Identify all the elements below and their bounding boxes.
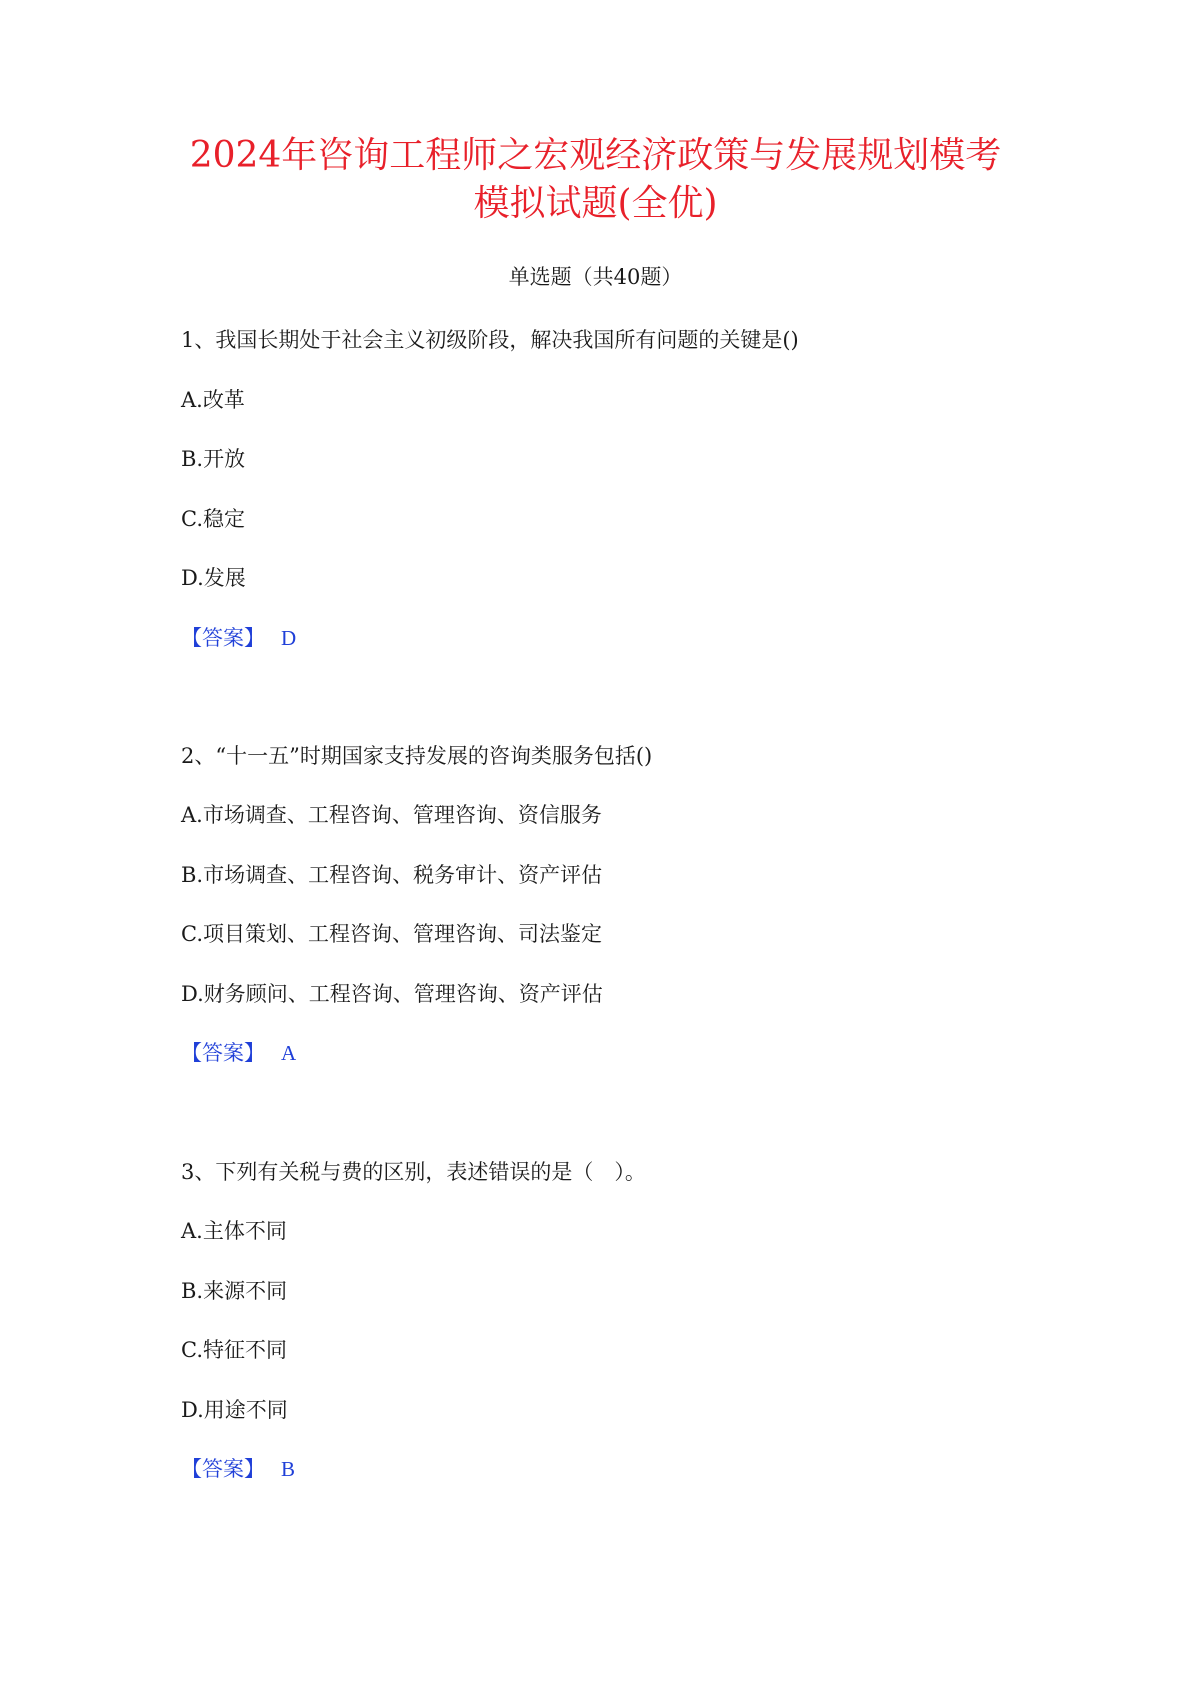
question-3-option-b: B.来源不同 — [181, 1279, 288, 1303]
question-1-answer — [181, 623, 296, 653]
question-1-option-c: C.稳定 — [181, 507, 245, 531]
question-2-stem: 2、“十一五”时期国家支持发展的咨询类服务包括() — [181, 744, 653, 768]
question-3-stem: 3、下列有关税与费的区别，表述错误的是（ ）。 — [181, 1160, 646, 1184]
question-2-answer — [181, 1038, 296, 1068]
question-2-option-d: D.财务顾问、工程咨询、管理咨询、资产评估 — [181, 982, 603, 1006]
question-2-option-b: B.市场调查、工程咨询、税务审计、资产评估 — [181, 863, 603, 887]
question-2-option-a: A.市场调查、工程咨询、管理咨询、资信服务 — [181, 803, 602, 827]
question-3-answer — [181, 1454, 295, 1484]
document-title-line-2: 模拟试题(全优) — [473, 183, 718, 224]
answer-tag: 【答案】 — [181, 626, 265, 650]
question-1-option-b: B.开放 — [181, 447, 246, 471]
answer-value: A — [281, 1041, 297, 1065]
question-2-option-c: C.项目策划、工程咨询、管理咨询、司法鉴定 — [181, 922, 602, 946]
question-1-stem: 1、我国长期处于社会主义初级阶段，解决我国所有问题的关键是() — [181, 328, 799, 352]
document-title-line-1: 2024年咨询工程师之宏观经济政策与发展规划模考 — [189, 135, 1002, 176]
answer-tag: 【答案】 — [181, 1457, 265, 1481]
question-3-option-d: D.用途不同 — [181, 1398, 288, 1422]
answer-tag: 【答案】 — [181, 1041, 265, 1065]
answer-value: D — [281, 626, 297, 650]
question-3-option-a: A.主体不同 — [181, 1219, 287, 1243]
question-3-option-c: C.特征不同 — [181, 1338, 287, 1362]
question-1-option-a: A.改革 — [181, 388, 245, 412]
section-heading: 单选题（共40题） — [508, 265, 683, 289]
answer-value: B — [281, 1457, 296, 1481]
question-1-option-d: D.发展 — [181, 566, 246, 590]
